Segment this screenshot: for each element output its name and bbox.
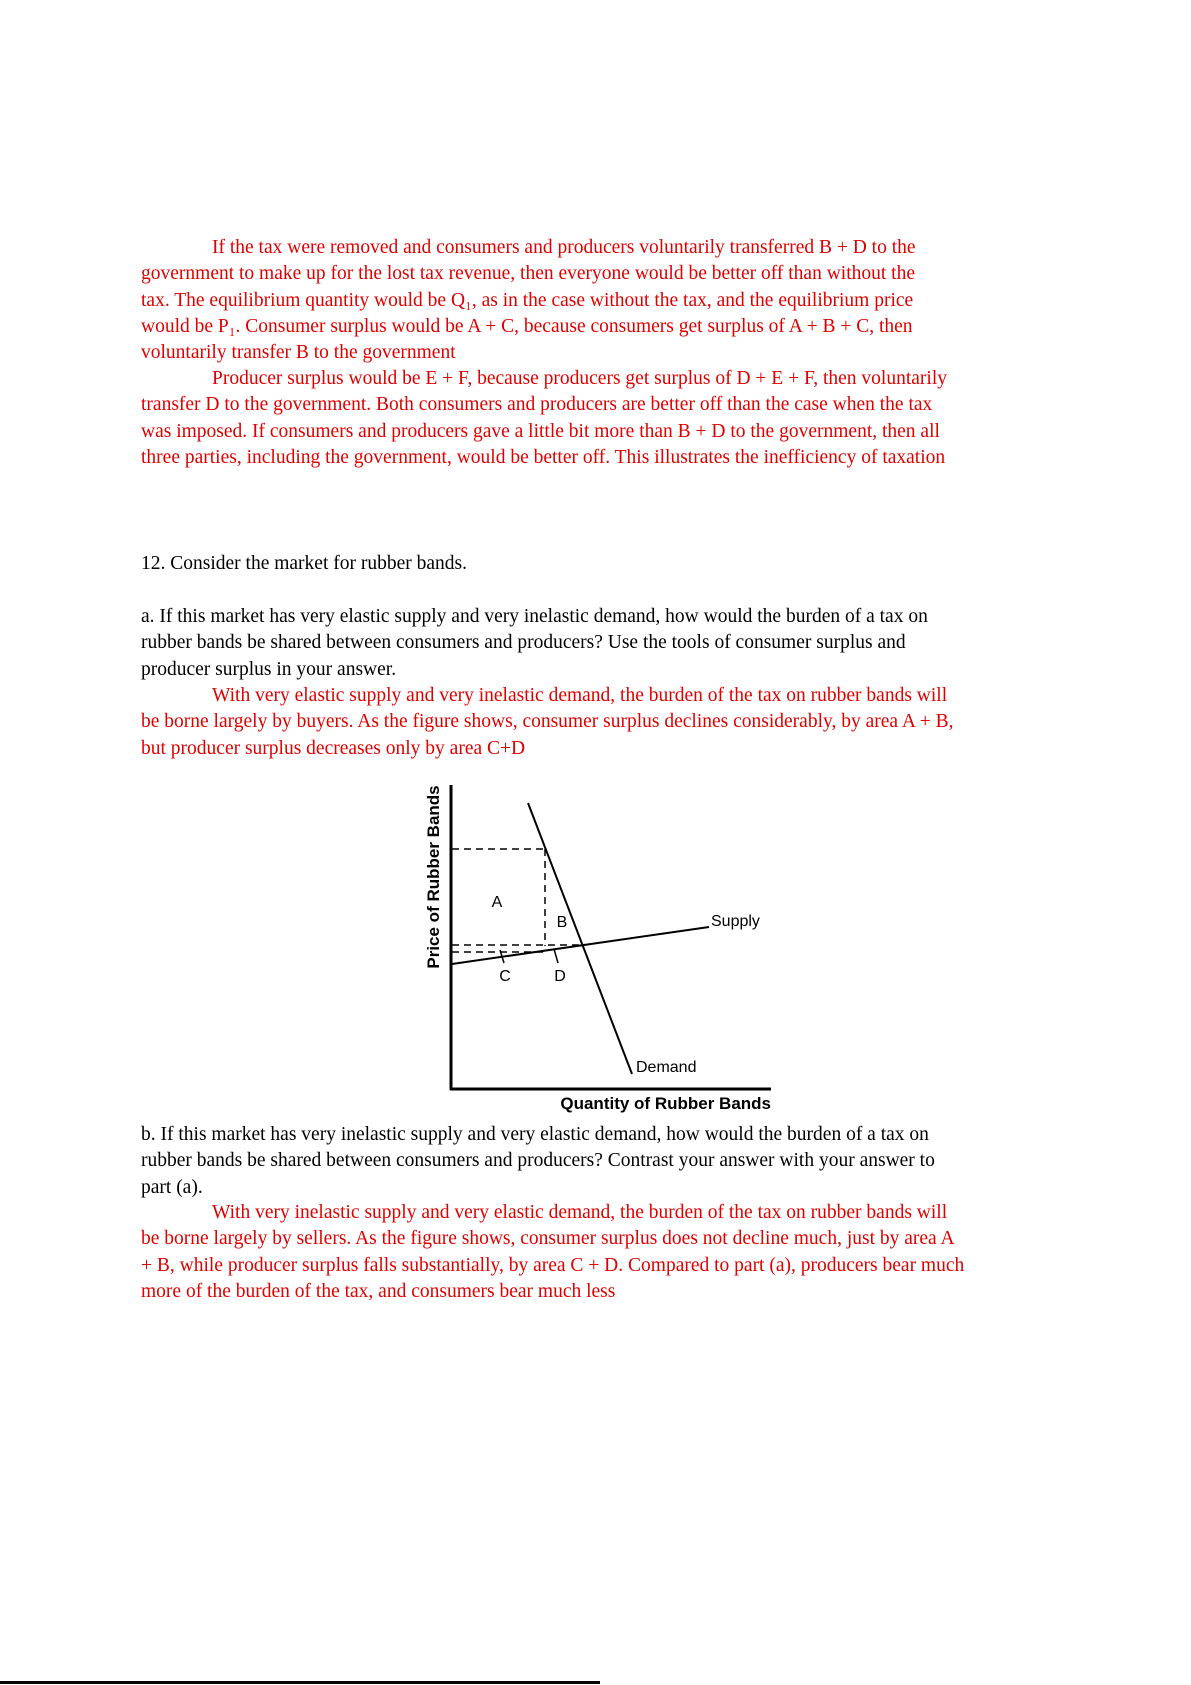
y-axis-label: Price of Rubber Bands <box>424 785 443 969</box>
text-line: With very inelastic supply and very elastic demand, the burden of the tax on rubber bands will <box>212 1202 948 1223</box>
page-bottom-rule <box>0 1681 600 1684</box>
text-line: If the tax were removed and consumers and producers voluntarily transferred B + D to the <box>212 237 916 258</box>
text-line: be borne largely by sellers. As the figure shows, consumer surplus does not decline much, just by area A <box>141 1228 955 1250</box>
text-line: was imposed. If consumers and producers gave a little bit more than B + D to the government, then all <box>141 420 940 442</box>
text-line: Producer surplus would be E + F, because producers get surplus of D + E + F, then voluntarily <box>212 368 947 389</box>
supply-label: Supply <box>711 913 760 930</box>
text-line: more of the burden of the tax, and consumers bear much less <box>141 1280 616 1302</box>
demand-label: Demand <box>636 1059 697 1076</box>
text-line: With very elastic supply and very inelastic demand, the burden of the tax on rubber bands will <box>212 685 948 706</box>
text-line: be borne largely by buyers. As the figure shows, consumer surplus declines considerably, by area A + B, <box>141 711 954 733</box>
part-b-question <box>141 1122 935 1201</box>
text-line: transfer D to the government. Both consumers and producers are better off than the case when the tax <box>141 394 933 416</box>
text-line: part (a). <box>141 1176 203 1198</box>
text-line: b. If this market has very inelastic supply and very elastic demand, how would the burden of a tax on <box>141 1124 929 1145</box>
text-line: would be P₁. Consumer surplus would be A + C, because consumers get surplus of A + B + C, then <box>141 315 913 337</box>
text-line: three parties, including the government, would be better off. This illustrates the inefficiency of taxation <box>141 446 946 468</box>
text-line: rubber bands be shared between consumers and producers? Contrast your answer with your answer to <box>141 1150 935 1172</box>
text-line: 12. Consider the market for rubber bands. <box>141 553 467 574</box>
price-guides <box>452 849 580 952</box>
text-line: but producer surplus decreases only by area C+D <box>141 737 526 759</box>
text-line: producer surplus in your answer. <box>141 658 397 680</box>
area-d-label: D <box>554 968 566 985</box>
text-line: tax. The equilibrium quantity would be Q₁, as in the case without the tax, and the equilibrium price <box>141 289 914 311</box>
area-c-label: C <box>499 968 511 985</box>
area-a-label: A <box>491 894 503 911</box>
text-line: voluntarily transfer B to the government <box>141 342 456 364</box>
part-b-answer <box>141 1200 964 1305</box>
area-b-label: B <box>556 914 568 931</box>
text-line: rubber bands be shared between consumers and producers? Use the tools of consumer surplus and <box>141 632 906 654</box>
demand-curve <box>528 803 632 1074</box>
d-pointer <box>554 949 558 963</box>
text-line: + B, while producer surplus falls substantially, by area C + D. Compared to part (a), producers bear much <box>141 1254 965 1276</box>
text-line: government to make up for the lost tax revenue, then everyone would be better off than without the <box>141 263 915 285</box>
text-line: a. If this market has very elastic supply and very inelastic demand, how would the burden of a tax on <box>141 606 928 627</box>
x-axis-label: Quantity of Rubber Bands <box>560 1094 771 1113</box>
